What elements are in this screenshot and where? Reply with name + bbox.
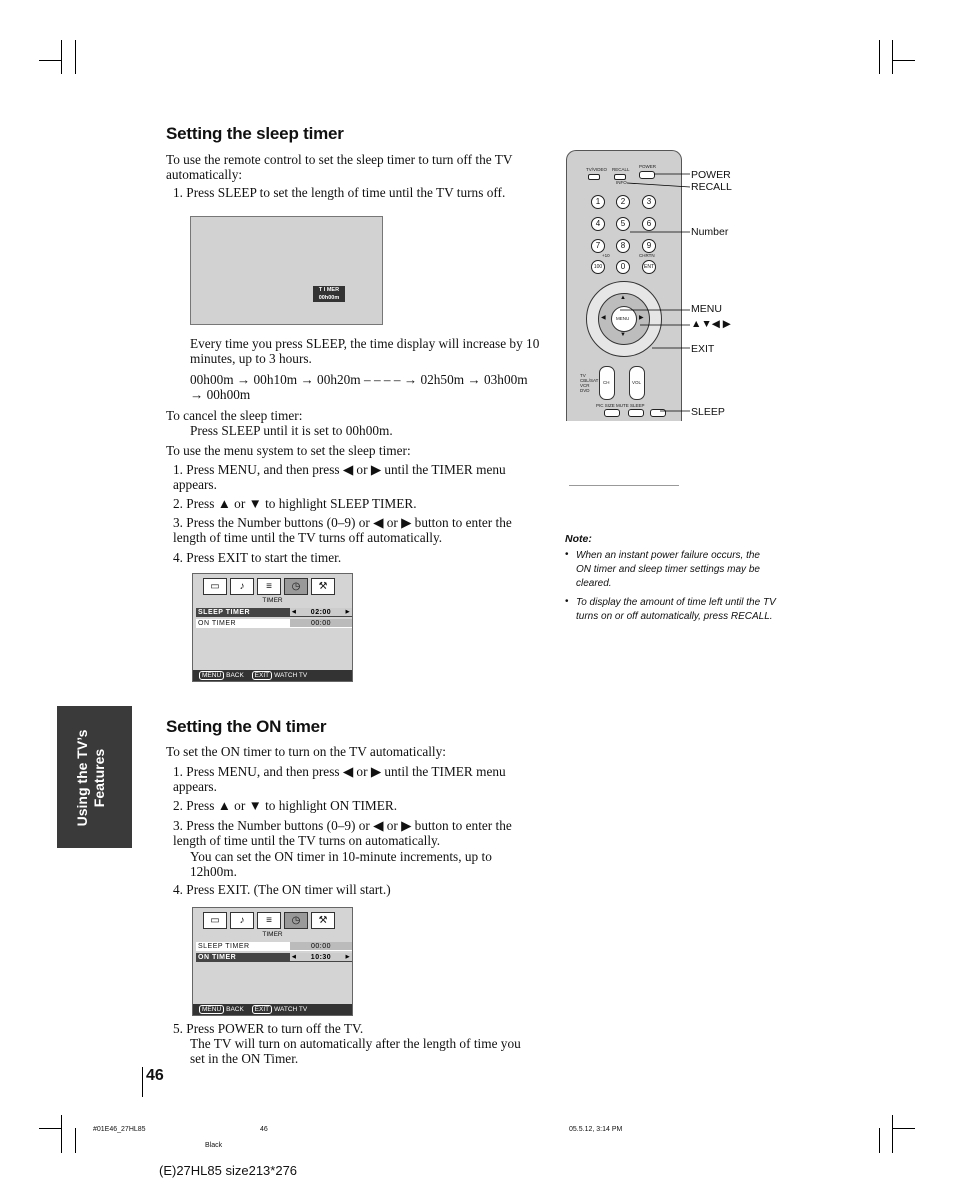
recall-label: RECALL	[612, 167, 630, 172]
menu-step-4: 4. Press EXIT to start the timer.	[173, 550, 342, 565]
timer-menu-on	[192, 907, 353, 1016]
on-timer-label: ON TIMER	[198, 620, 237, 627]
sleep-timer-value: 00:00	[290, 942, 352, 950]
note-item-1: When an instant power failure occurs, the ON timer and sleep timer settings may be cleared.	[576, 550, 760, 589]
digit-6-button[interactable]: 6	[642, 217, 656, 231]
side-tab	[57, 706, 132, 848]
power-label: POWER	[639, 164, 657, 169]
menu-footer: MENU BACK EXIT WATCH TV	[193, 1004, 352, 1015]
sleep-sequence: 00h00m → 00h10m → 00h20m – – – – → 02h50m → 03h00m → 00h00m	[190, 372, 528, 402]
callout-arrows: ▲▼◀ ▶	[691, 318, 731, 330]
note-item-2: To display the amount of time left until the TV turns on or off automatically, press RECALL.	[576, 597, 776, 622]
digit-9-button[interactable]: 9	[642, 239, 656, 253]
exit-key: EXIT	[252, 1005, 272, 1014]
on-timer-value: 00:00	[290, 619, 352, 627]
channel-rocker[interactable]: CH	[599, 366, 615, 400]
sleep-intro: To use the remote control to set the sleep timer to turn off the TV automatically:	[166, 152, 513, 182]
plus10-label: +10	[602, 253, 610, 258]
volume-rocker[interactable]: VOL	[629, 366, 645, 400]
sleep-timer-row	[196, 942, 352, 951]
callout-number: Number	[691, 226, 729, 238]
crop-mark	[75, 1128, 76, 1153]
on-step-5: 5. Press POWER to turn off the TV.	[173, 1021, 364, 1036]
digit-4-button[interactable]: 4	[591, 217, 605, 231]
crop-mark	[39, 60, 61, 61]
crop-mark	[61, 40, 62, 74]
tv-screen-osd	[190, 216, 383, 325]
cancel-text: Press SLEEP until it is set to 00h00m.	[190, 423, 393, 438]
on-step-3: 3. Press the Number buttons (0–9) or ◀ or ▶ button to enter the length of time until the TV turns on automatically.	[173, 818, 512, 848]
menu-footer: MENU BACK EXIT WATCH TV	[193, 670, 352, 681]
info-label: INFO	[616, 180, 627, 185]
left-arrow-icon: ◀	[292, 609, 297, 615]
menu-title: TIMER	[262, 931, 283, 938]
menu-icon-bar	[203, 578, 335, 595]
footer-model: (E)27HL85 size213*276	[159, 1163, 298, 1178]
on-section-title: Setting the ON timer	[166, 717, 327, 736]
crop-mark	[879, 40, 880, 74]
audio-icon: ♪	[230, 912, 254, 929]
tools-icon: ⚒	[311, 912, 335, 929]
menu-key: MENU	[199, 1005, 224, 1014]
audio-icon: ♪	[230, 578, 254, 595]
bottom-button-labels: PIC SIZE MUTE SLEEP	[596, 403, 645, 408]
footer-date: 05.5.12, 3:14 PM	[569, 1126, 623, 1133]
sleep-section-title: Setting the sleep timer	[166, 124, 344, 143]
digit-8-button[interactable]: 8	[616, 239, 630, 253]
crop-mark	[879, 1128, 880, 1153]
tools-icon: ⚒	[311, 578, 335, 595]
crop-mark	[39, 1128, 61, 1129]
footer-page: 46	[260, 1126, 268, 1133]
picture-icon: ▭	[203, 578, 227, 595]
chrtn-label: CHRTN	[639, 253, 655, 258]
bullet: •	[565, 549, 569, 560]
digit-2-button[interactable]: 2	[616, 195, 630, 209]
page-number-rule	[142, 1067, 143, 1097]
sleep-step-1: 1. Press SLEEP to set the length of time until the TV turns off.	[173, 185, 506, 200]
timer-icon: ◷	[284, 912, 308, 929]
callout-exit: EXIT	[691, 343, 715, 355]
menu-step-2: 2. Press ▲ or ▼ to highlight SLEEP TIMER.	[173, 496, 417, 511]
down-arrow-icon: ▼	[620, 332, 626, 338]
digit-0-button[interactable]: 0	[616, 260, 630, 274]
note-title: Note:	[565, 533, 592, 545]
page-number: 46	[146, 1067, 164, 1084]
sleep-every-time: Every time you press SLEEP, the time display will increase by 10 minutes, up to 3 hours.	[190, 336, 540, 366]
callout-sleep: SLEEP	[691, 406, 725, 418]
timer-menu-sleep	[192, 573, 353, 682]
digit-3-button[interactable]: 3	[642, 195, 656, 209]
crop-mark	[61, 1115, 62, 1153]
on-timer-label: ON TIMER	[198, 954, 237, 961]
crop-mark	[75, 40, 76, 74]
timer-osd-box	[313, 286, 345, 302]
on-step-3b: You can set the ON timer in 10-minute increments, up to 12h00m.	[190, 849, 492, 879]
setup-icon: ≡	[257, 912, 281, 929]
right-arrow-icon: ▶	[639, 315, 644, 321]
menu-icon-bar	[203, 912, 335, 929]
menu-center-button[interactable]: MENU	[611, 306, 637, 332]
left-arrow-icon: ◀	[601, 315, 606, 321]
callout-recall: RECALL	[691, 181, 732, 193]
callout-power: POWER	[691, 169, 731, 181]
up-arrow-icon: ▲	[620, 295, 626, 301]
timer-osd-value: 00h00m	[318, 295, 340, 301]
callout-lines	[560, 160, 700, 425]
exit-key: EXIT	[252, 671, 272, 680]
menu-step-3: 3. Press the Number buttons (0–9) or ◀ or ▶ button to enter the length of time until the TV turns off automatically.	[173, 515, 512, 545]
timer-icon: ◷	[284, 578, 308, 595]
on-step-5b: The TV will turn on automatically after the length of time you set in the ON Timer.	[190, 1036, 521, 1066]
timer-osd-label: T I MER	[318, 287, 340, 293]
on-step-1: 1. Press MENU, and then press ◀ or ▶ until the TIMER menu appears.	[173, 764, 506, 794]
right-arrow-icon: ▶	[345, 954, 350, 960]
tv-video-label: TV/VIDEO	[586, 167, 608, 172]
on-timer-value: ◀ 10:30 ▶	[292, 954, 350, 961]
on-intro: To set the ON timer to turn on the TV automatically:	[166, 744, 446, 759]
callout-menu: MENU	[691, 303, 722, 315]
ent-button[interactable]: ENT	[642, 260, 656, 274]
crop-mark	[893, 60, 915, 61]
on-timer-row	[196, 953, 352, 962]
divider	[569, 485, 679, 486]
sleep-timer-row	[196, 608, 352, 617]
setup-icon: ≡	[257, 578, 281, 595]
footer-file: #01E46_27HL85	[93, 1126, 146, 1133]
on-step-2: 2. Press ▲ or ▼ to highlight ON TIMER.	[173, 798, 398, 813]
sleep-timer-label: SLEEP TIMER	[198, 609, 251, 616]
sleep-timer-label: SLEEP TIMER	[198, 943, 250, 950]
sleep-timer-value: ◀ 02:00 ▶	[292, 609, 350, 616]
digit-5-button[interactable]: 5	[616, 217, 630, 231]
picture-icon: ▭	[203, 912, 227, 929]
crop-mark	[893, 1128, 915, 1129]
on-step-4: 4. Press EXIT. (The ON timer will start.)	[173, 882, 391, 897]
cancel-title: To cancel the sleep timer:	[166, 408, 303, 423]
menu-title: TIMER	[262, 597, 283, 604]
crop-mark	[892, 1115, 893, 1153]
menu-step-1: 1. Press MENU, and then press ◀ or ▶ until the TIMER menu appears.	[173, 462, 506, 492]
menu-intro: To use the menu system to set the sleep timer:	[166, 443, 411, 458]
menu-key: MENU	[199, 671, 224, 680]
bullet: •	[565, 596, 569, 607]
crop-mark	[892, 40, 893, 74]
digit-7-button[interactable]: 7	[591, 239, 605, 253]
digit-1-button[interactable]: 1	[591, 195, 605, 209]
digit-100-button[interactable]: 100	[591, 260, 605, 274]
side-tab-text: Using the TV’s Features	[74, 729, 107, 827]
on-timer-row	[196, 619, 352, 628]
mode-switch-labels: TV CBL/SAT VCR DVD	[580, 373, 599, 393]
left-arrow-icon: ◀	[292, 954, 297, 960]
footer-color: Black	[205, 1142, 223, 1149]
right-arrow-icon: ▶	[345, 609, 350, 615]
